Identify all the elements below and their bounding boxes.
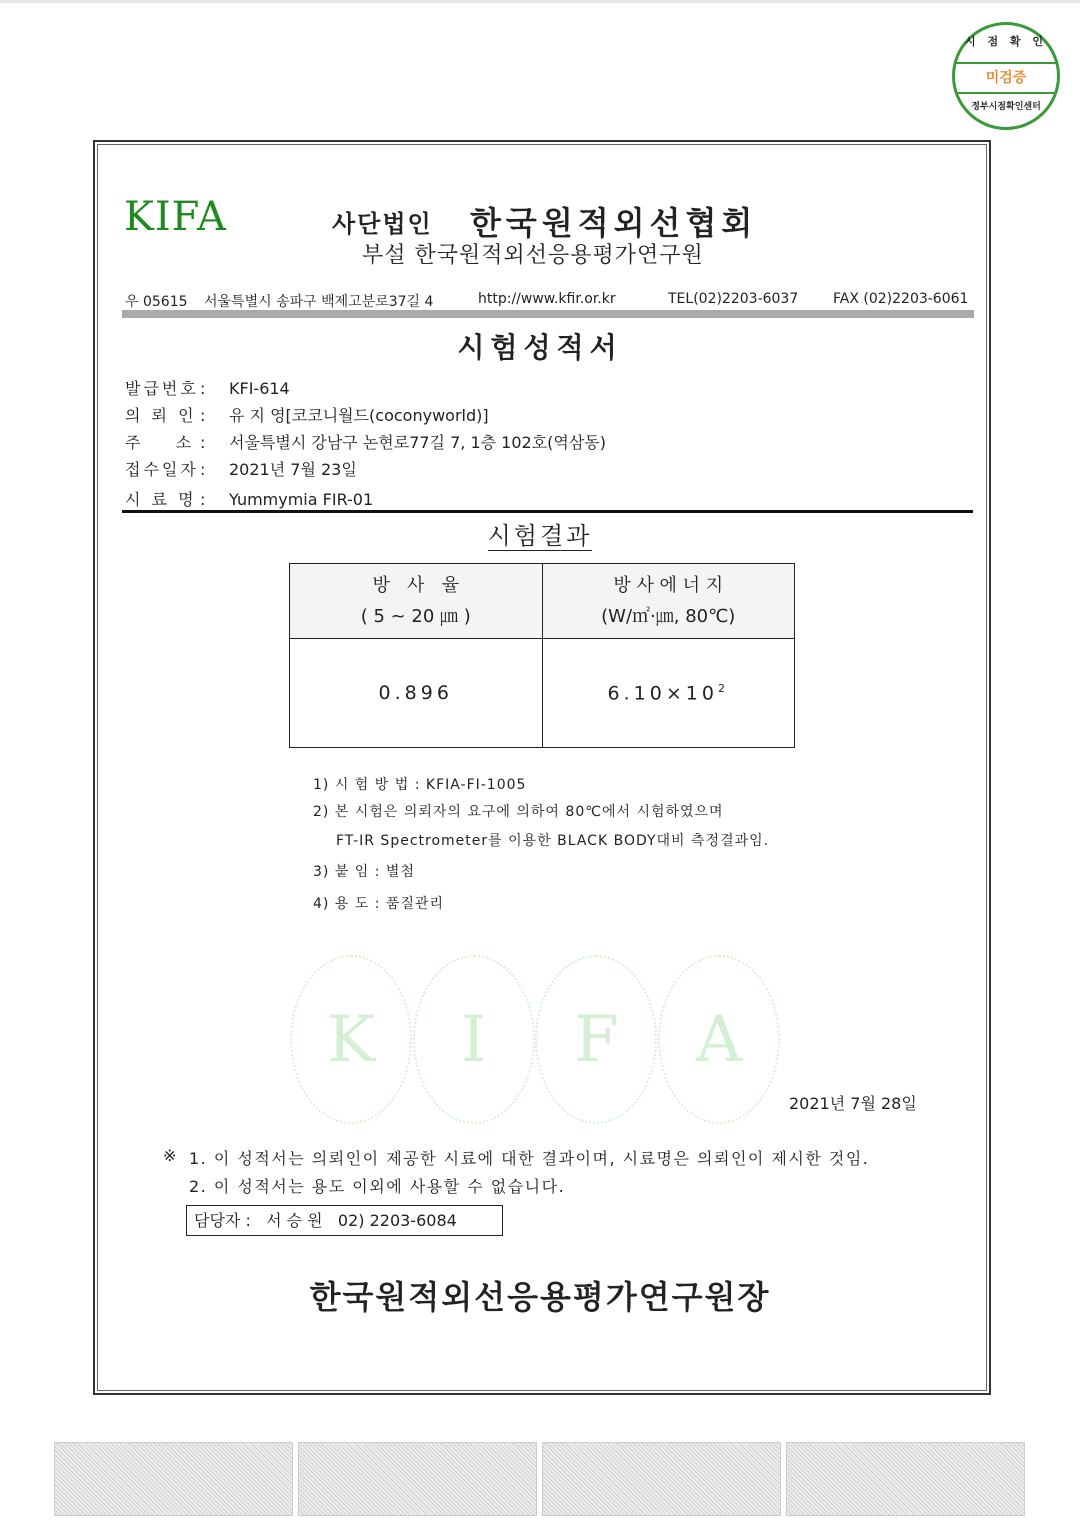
tel: TEL(02)2203-6037 [668, 291, 799, 307]
contact-box: 담당자 : 서 승 원 02) 2203-6084 [186, 1205, 503, 1236]
address: 서울특별시 송파구 백제고분로37길 4 [204, 294, 434, 310]
org-prefix: 사단법인 [332, 210, 433, 238]
info-value: Yummymia FIR-01 [229, 490, 374, 509]
info-value: 2021년 7월 23일 [229, 460, 357, 479]
website-link[interactable]: http://www.kfir.or.kr [478, 291, 616, 307]
kifa-logo: KIFA [124, 194, 227, 240]
note: 2) 본 시험은 의뢰자의 요구에 의하여 80℃에서 시험하였으며 [313, 804, 724, 820]
info-row: 주 소 : 서울특별시 강남구 논현로77길 7, 1층 102호(역삼동) [125, 430, 606, 453]
scan-strip [786, 1442, 1025, 1516]
emissivity-value: 0.896 [290, 639, 543, 748]
info-row: 발급번호: KFI-614 [125, 376, 290, 399]
top-edge [0, 0, 1080, 3]
info-divider [122, 510, 973, 513]
scan-strip [542, 1442, 781, 1516]
verification-stamp [952, 22, 1060, 130]
stamp-top-text: 시 점 확 인 [965, 35, 1047, 48]
signature-title: 한국원적외선응용평가연구원장 [309, 1278, 771, 1316]
kifa-watermark: K I F A [290, 955, 780, 1125]
footnote-2: 2. 이 성적서는 용도 이외에 사용할 수 없습니다. [189, 1177, 566, 1196]
header-divider [122, 310, 974, 318]
note: FT-IR Spectrometer를 이용한 BLACK BODY대비 측정결과임. [336, 833, 770, 849]
info-value: KFI-614 [229, 379, 290, 398]
info-label: 발급번호 [125, 379, 199, 398]
fax: FAX (02)2203-6061 [833, 291, 969, 307]
issue-date: 2021년 7월 28일 [789, 1094, 917, 1113]
note: 3) 붙 임 : 별첨 [313, 864, 415, 880]
info-value: 서울특별시 강남구 논현로77길 7, 1층 102호(역삼동) [229, 433, 607, 452]
emissivity-header: 방 사 율 ( 5 ~ 20 ㎛ ) [290, 564, 543, 639]
info-label: 접수일자 [125, 460, 199, 479]
results-title: 시험결과 [487, 522, 593, 550]
footnote-mark: ※ [163, 1146, 178, 1165]
energy-value: $6.10\times 10^2$ [542, 639, 795, 748]
info-row: 시 료 명 : Yummymia FIR-01 [125, 487, 373, 510]
stamp-center-text: 미검증 [985, 70, 1027, 86]
note: 1) 시 험 방 법 : KFIA-FI-1005 [313, 777, 527, 793]
scan-strip [54, 1442, 293, 1516]
info-row: 의 뢰 인 : 유 지 영[코코니월드(coconyworld)] [125, 403, 489, 426]
note: 4) 용 도 : 품질관리 [313, 896, 445, 912]
document-title: 시험성적서 [457, 331, 623, 364]
stamp-bottom-text: 정부시점확인센터 [971, 102, 1041, 112]
info-value: 유 지 영[코코니월드(coconyworld)] [229, 406, 489, 425]
info-label: 주 소 [125, 433, 195, 452]
org-name: 한국원적외선협회 [470, 204, 758, 242]
postal-code: 우 05615 [125, 294, 188, 310]
info-label: 시 료 명 [125, 490, 197, 509]
scan-strip [298, 1442, 537, 1516]
energy-header: 방 사 에 너 지 (W/㎡·㎛, 80℃) [542, 564, 795, 639]
sub-org: 부설 한국원적외선응용평가연구원 [362, 243, 704, 268]
info-label: 의 뢰 인 [125, 406, 197, 425]
info-row: 접수일자: 2021년 7월 23일 [125, 457, 357, 480]
results-table [289, 563, 795, 748]
footnote-1: 1. 이 성적서는 의뢰인이 제공한 시료에 대한 결과이며, 시료명은 의뢰인이 제시한 것임. [189, 1149, 870, 1168]
